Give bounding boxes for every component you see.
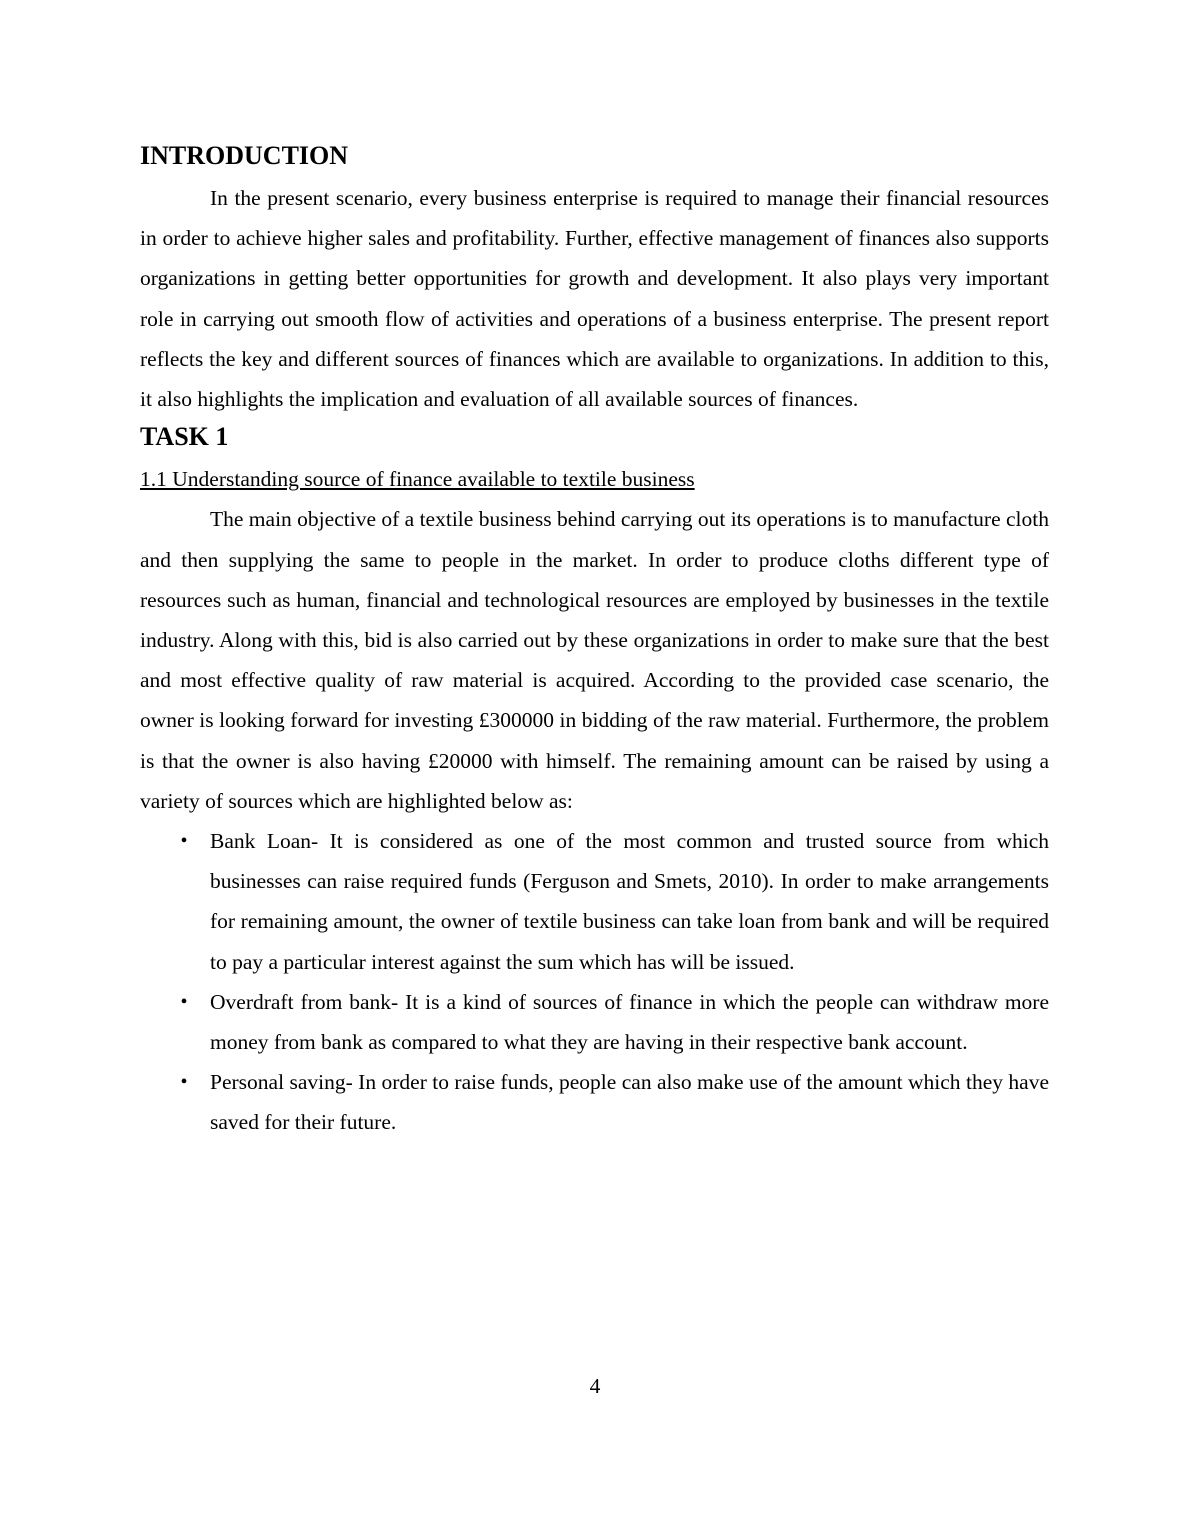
page-content [140, 138, 1049, 1143]
bullet-icon: • [180, 1071, 188, 1094]
list-item-text: Bank Loan- It is considered as one of the most common and trusted source from which businesses can raise required funds (Ferguson and Smets, 2010). In order to make arrangements for remaining amount, the owner of textile business can take loan from bank and will be required to pay a particular interest against the sum which has will be issued. [210, 829, 1049, 974]
list-item [140, 1062, 1049, 1142]
list-item [140, 821, 1049, 982]
introduction-paragraph: In the present scenario, every business enterprise is required to manage their financial resources in order to achieve higher sales and profitability. Further, effective management of finances also supports organizations in getting better opportunities for growth and development. It also plays very important role in carrying out smooth flow of activities and operations of a business enterprise. The present report reflects the key and different sources of finances which are available to organizations. In addition to this, it also highlights the implication and evaluation of all available sources of finances. [140, 186, 1049, 412]
bullet-icon: • [180, 990, 188, 1013]
list-item-text: Overdraft from bank- It is a kind of sources of finance in which the people can withdraw more money from bank as compared to what they are having in their respective bank account. [210, 989, 1049, 1055]
bullet-icon: • [180, 830, 188, 853]
list-item-text: Personal saving- In order to raise funds, people can also make use of the amount which they have saved for their future. [210, 1070, 1049, 1135]
task1-heading: TASK 1 [140, 422, 229, 452]
task1-subheading: 1.1 Understanding source of finance available to textile business [140, 467, 695, 492]
task1-paragraph: The main objective of a textile business behind carrying out its operations is to manufacture cloth and then supplying the same to people in the market. In order to produce cloths different type of resources such as human, financial and technological resources are employed by businesses in the textile industry. Along with this, bid is also carried out by these organizations in order to make sure that the best and most effective quality of raw material is acquired. According to the provided case scenario, the owner is looking forward for investing £300000 in bidding of the raw material. Furthermore, the problem is that the owner is also having £20000 with himself. The remaining amount can be raised by using a variety of sources which are highlighted below as: [140, 507, 1049, 813]
introduction-heading: INTRODUCTION [140, 141, 349, 170]
list-item [140, 982, 1049, 1062]
page-number: 4 [589, 1374, 601, 1398]
sources-list [140, 821, 1049, 1143]
